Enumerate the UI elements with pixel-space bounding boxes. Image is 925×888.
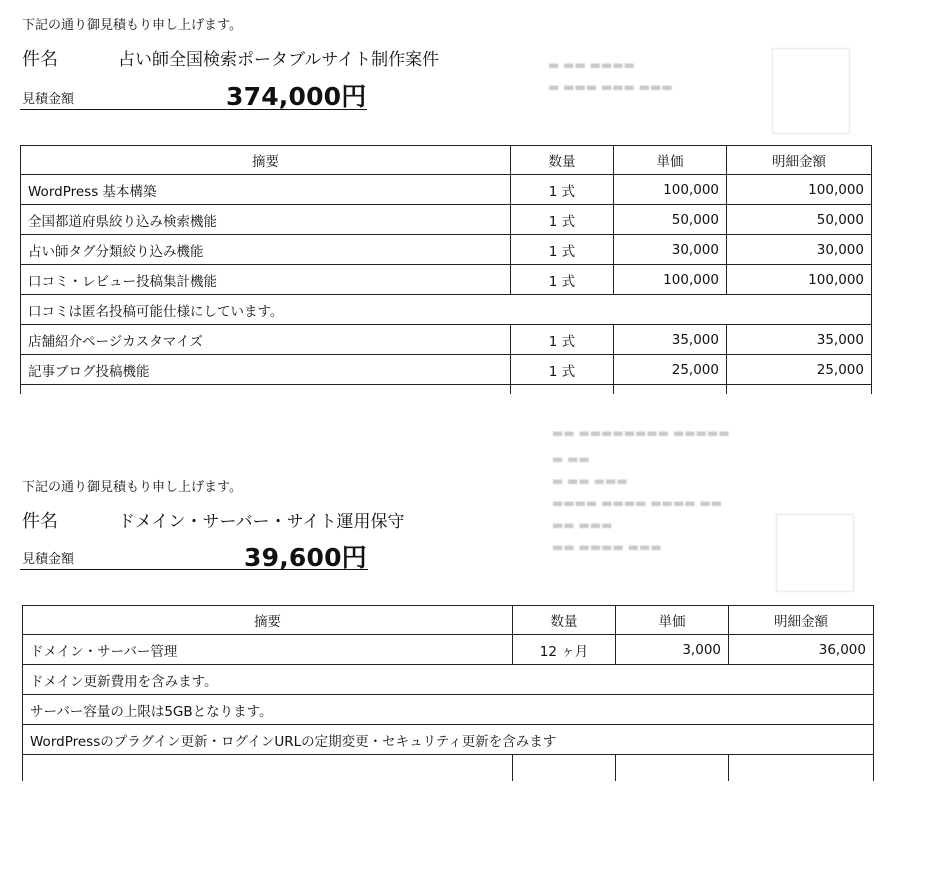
amount-label: 見積金額 <box>22 552 75 567</box>
faded-issuer-block: ▬▬▬▬ ▬▬▬▬ ▬▬▬▬ ▬▬ <box>552 496 723 510</box>
row-item: WordPress 基本構築 <box>21 175 511 205</box>
row-line-total: 25,000 <box>727 355 872 385</box>
row-line-total: 35,000 <box>727 325 872 355</box>
subject-title: 占い師全国検索ポータブルサイト制作案件 <box>118 50 440 70</box>
table-row <box>23 635 874 665</box>
row-line-total: 36,000 <box>729 635 874 665</box>
amount-value: 374,000円 <box>226 82 367 111</box>
row-item: ドメイン・サーバー管理 <box>23 635 513 665</box>
header-unit-price: 単価 <box>614 146 727 175</box>
row-item: 店舗紹介ページカスタマイズ <box>21 325 511 355</box>
amount-label: 見積金額 <box>22 92 75 107</box>
faded-issuer-block: ▬▬ ▬▬▬▬▬▬▬▬ ▬▬▬▬▬ <box>552 426 730 440</box>
row-qty: 12 ヶ月 <box>513 635 616 665</box>
table-note-row <box>23 695 874 725</box>
row-note: ドメイン更新費用を含みます。 <box>23 665 874 695</box>
row-unit-price: 25,000 <box>614 355 727 385</box>
row-item: 占い師タグ分類絞り込み機能 <box>21 235 511 265</box>
row-qty: 1 式 <box>511 205 614 235</box>
quote-intro: 下記の通り御見積もり申し上げます。 <box>22 18 242 33</box>
row-qty: 1 式 <box>511 235 614 265</box>
row-unit-price: 35,000 <box>614 325 727 355</box>
row-note: サーバー容量の上限は5GBとなります。 <box>23 695 874 725</box>
table-note-row <box>23 725 874 755</box>
faded-issuer-block: ▬ ▬▬ ▬▬▬ <box>552 474 628 488</box>
subject-title: ドメイン・サーバー・サイト運用保守 <box>118 512 405 532</box>
quote-table <box>22 605 874 781</box>
row-note: WordPressのプラグイン更新・ログインURLの定期変更・セキュリティ更新を含みます <box>23 725 874 755</box>
row-line-total: 30,000 <box>727 235 872 265</box>
row-qty: 1 式 <box>511 355 614 385</box>
row-unit-price: 50,000 <box>614 205 727 235</box>
row-item: 全国都道府県絞り込み検索機能 <box>21 205 511 235</box>
faded-issuer-block: ▬ ▬▬ <box>552 452 590 466</box>
header-line-total: 明細金額 <box>727 146 872 175</box>
faded-issuer-block: ▬ ▬▬▬ ▬▬▬ ▬▬▬ <box>548 80 673 94</box>
faded-issuer-block: ▬ ▬▬ ▬▬▬▬ <box>548 58 635 72</box>
header-quantity: 数量 <box>511 146 614 175</box>
row-unit-price: 100,000 <box>614 175 727 205</box>
header-unit-price: 単価 <box>616 606 729 635</box>
row-unit-price: 3,000 <box>616 635 729 665</box>
header-description: 摘要 <box>21 146 511 175</box>
header-line-total: 明細金額 <box>729 606 874 635</box>
row-item: 記事ブログ投稿機能 <box>21 355 511 385</box>
row-note: 口コミは匿名投稿可能仕様にしています。 <box>21 295 872 325</box>
table-note-row <box>23 665 874 695</box>
row-unit-price: 100,000 <box>614 265 727 295</box>
row-item: 口コミ・レビュー投稿集計機能 <box>21 265 511 295</box>
subject-label: 件名 <box>22 49 58 70</box>
row-qty: 1 式 <box>511 175 614 205</box>
table-row-cut <box>23 755 874 782</box>
row-unit-price: 30,000 <box>614 235 727 265</box>
faded-issuer-block: ▬▬ ▬▬▬ <box>552 518 613 532</box>
row-qty: 1 式 <box>511 265 614 295</box>
header-quantity: 数量 <box>513 606 616 635</box>
faded-issuer-block: ▬▬ ▬▬▬▬ ▬▬▬ <box>552 540 662 554</box>
table-header-row <box>23 606 874 635</box>
subject-label: 件名 <box>22 511 58 532</box>
amount-value: 39,600円 <box>244 543 367 572</box>
quote-intro: 下記の通り御見積もり申し上げます。 <box>22 480 242 495</box>
row-line-total: 100,000 <box>727 175 872 205</box>
header-description: 摘要 <box>23 606 513 635</box>
row-line-total: 50,000 <box>727 205 872 235</box>
row-line-total: 100,000 <box>727 265 872 295</box>
row-qty: 1 式 <box>511 325 614 355</box>
amount-underline <box>20 569 368 570</box>
faded-seal <box>776 514 854 592</box>
